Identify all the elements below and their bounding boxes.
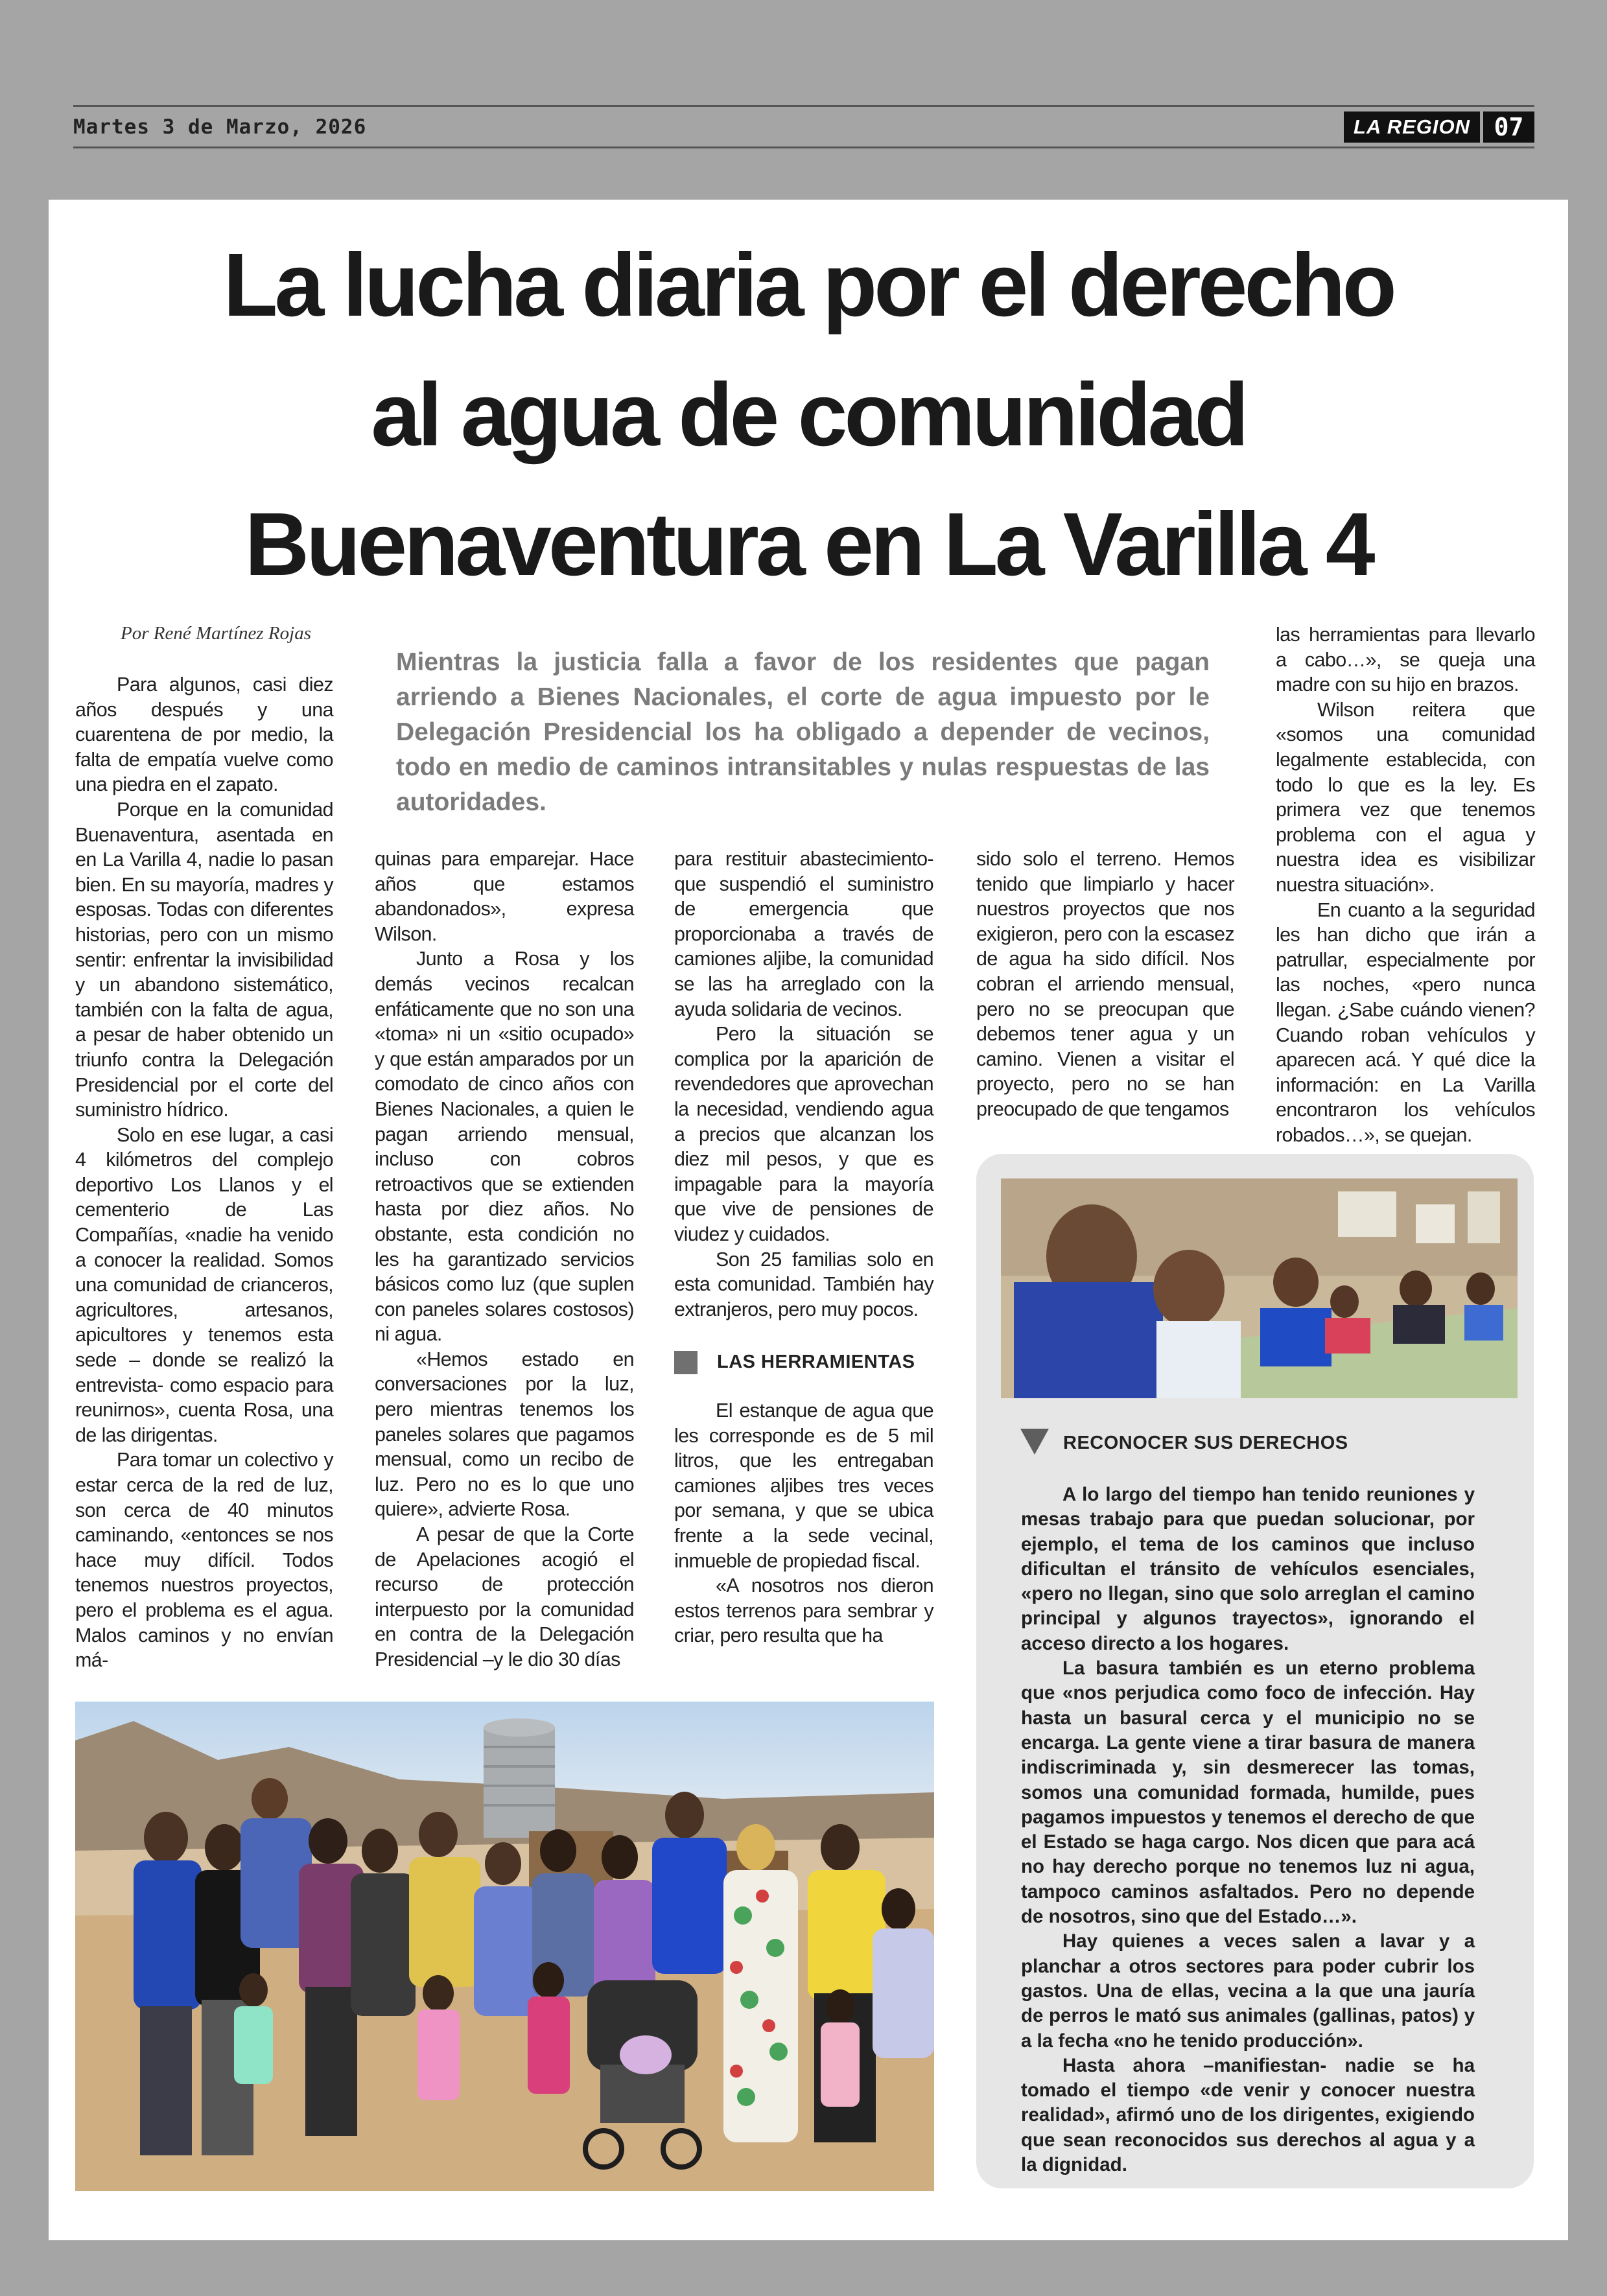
meeting-photo <box>1001 1178 1518 1398</box>
paragraph: Son 25 familias solo en esta comunidad. También hay extranjeros, pero muy pocos. <box>674 1248 933 1320</box>
paragraph: Wilson reitera que «somos una comunidad legalmente establecida, con todo lo que es la ley. Es primera vez que tenemos problema con el agua y nuestra idea es visibilizar nuestra situación». <box>1276 698 1535 896</box>
column-4 <box>976 847 1234 1122</box>
paragraph: Hay quienes a veces salen a lavar y a planchar a otros sectores para poder cubrir los gastos. Una de ellas, vecina a la que una jauría de perros le mató sus animales (gallinas, patos) y a la fecha «no he tenido producción». <box>1021 1930 1475 2052</box>
paragraph: «A nosotros nos dieron estos terrenos para sembrar y criar, pero resulta que ha <box>674 1575 933 1647</box>
group-photo <box>75 1702 934 2191</box>
sidebar-text <box>1021 1482 1475 2177</box>
paragraph: La basura también es un eterno problema que «nos perjudica como foco de infección. Hay hasta un basural cerca y el municipio no se encarga. La gente viene a tirar basura de manera indiscriminada y, sin desmerecer las tomas, somos una comunidad formada, humilde, pues pagamos impuestos y tenemos el derecho de que el Estado se haga cargo. Nos dicen que para acá no hay derecho porque no tenemos luz ni agua, tampoco caminos asfaltados. Pero no depende de nosotros, sino que del Estado…». <box>1021 1658 1475 1928</box>
paragraph: En cuanto a la seguridad les han dicho que irán a patrullar, especialmente por las noches, «pero nunca llegan. ¿Sabe cuándo vienen? Cuando roban vehículos y aparecen acá. Y qué dice la información: en La Varilla encontraron los vehículos robados…», se quejan. <box>1276 898 1535 1146</box>
header-top-rule <box>73 105 1534 107</box>
paragraph: Para tomar un colectivo y estar cerca de la red de luz, son cerca de 40 minutos caminando, «entonces se nos hace muy difícil. Todos tenemos nuestros proyectos, pero el problema es el agua. Malos caminos y no envían má- <box>75 1449 333 1672</box>
subhead-rights: RECONOCER SUS DERECHOS <box>1063 1433 1348 1453</box>
headline-line: Buenaventura en La Varilla 4 <box>244 495 1372 594</box>
paragraph: A lo largo del tiempo han tenido reuniones y mesas trabajo para que puedan solucionar, por ejemplo, el tema de los caminos que incluso dificultan el tránsito de vehículos esenciales, «pero no llegan, sino que solo arreglan el camino principal y algunos trayectos», ignorando el acceso directo a los hogares. <box>1021 1484 1475 1654</box>
paragraph: Pero la situación se complica por la aparición de revendedores que aprovechan la necesidad, vendiendo agua a precios que alcanzan los diez mil pesos, y que es impagable para la mayoría que vive de pensiones de viudez y cuidados. <box>674 1023 933 1245</box>
byline: Por René Martínez Rojas <box>121 623 311 644</box>
headline-line: al agua de comunidad <box>371 365 1246 465</box>
column-1 <box>75 672 333 1673</box>
column-3 <box>674 847 933 1322</box>
column-2 <box>375 847 634 1672</box>
paragraph: quinas para emparejar. Hace años que estamos abandonados», expresa Wilson. <box>375 848 634 945</box>
paragraph: Solo en ese lugar, a casi 4 kilómetros del complejo deportivo Los Llanos y el cementerio de Las Compañías, «nadie ha venido a conocer la realidad. Somos una comunidad de crianceros, agricultores, artesanos, apicultores y tenemos esta sede – donde se realizó la entrevista- como espacio para reunirnos», cuenta Rosa, una de las dirigentas. <box>75 1123 333 1446</box>
paragraph: Hasta ahora –manifiestan- nadie se ha tomado el tiempo «de venir y conocer nuestra realidad», afirmó uno de los dirigentes, exigiendo que sean reconocidos sus derechos al agua y a la dignidad. <box>1021 2054 1475 2176</box>
triangle-marker <box>1020 1429 1049 1455</box>
paragraph: «Hemos estado en conversaciones por la luz, pero mientras tenemos los paneles solares que pagamos mensual, como un recibo de luz. Pero no es lo que uno quiere», advierte Rosa. <box>375 1348 634 1521</box>
column-5 <box>1276 622 1535 1147</box>
header-bottom-rule <box>73 146 1534 148</box>
paragraph: A pesar de que la Corte de Apelaciones acogió el recurso de protección interpuesto por la comunidad en contra de la Delegación Presidencial –y le dio 30 días <box>375 1523 634 1670</box>
paragraph: El estanque de agua que les corresponde es de 5 mil litros, que les entregaban camiones aljibes tres veces por semana, y que se ubica frente a la sede vecinal, inmueble de propiedad fiscal. <box>674 1400 933 1572</box>
lede-paragraph: Mientras la justicia falla a favor de los residentes que pagan arriendo a Bienes Nacionales, el corte de agua impuesto por le Delegación Presidencial los ha obligado a depender de vecinos, todo en medio de caminos intransitables y nulas respuestas de las autoridades. <box>396 648 1210 816</box>
section-marker-square <box>674 1351 698 1374</box>
newspaper-logo: LA REGION <box>1344 111 1480 143</box>
paragraph: para restituir abastecimiento- que suspendió el suministro de emergencia que proporcionaba a través de camiones aljibe, la comunidad se las ha arreglado con la ayuda solidaria de vecinos. <box>674 848 933 1020</box>
issue-date: Martes 3 de Marzo, 2026 <box>73 115 367 139</box>
subhead-tools: LAS HERRAMIENTAS <box>717 1352 915 1372</box>
page-number: 07 <box>1483 111 1534 143</box>
paragraph: Junto a Rosa y los demás vecinos recalcan enfáticamente que no son una «toma» ni un «sitio ocupado» y que están amparados por un comodato de cinco años con Bienes Nacionales, a quien le pagan arriendo mensual, incluso con cobros retroactivos que se extienden hasta por diez años. No obstante, esta condición no les ha garantizado servicios básicos como luz (que suplen con paneles solares costosos) ni agua. <box>375 948 634 1346</box>
paragraph: Para algunos, casi diez años después y una cuarentena de por medio, la falta de empatía vuelve como una piedra en el zapato. <box>75 674 333 796</box>
paragraph: sido solo el terreno. Hemos tenido que limpiarlo y hacer nuestros proyectos que nos exigieron, pero con la escasez de agua ha sido difícil. Nos cobran el arriendo mensual, pero no se preocupan que debemos tener agua y un camino. Vienen a visitar el proyecto, pero no se han preocupado de que tengamos <box>976 848 1234 1120</box>
paragraph: Porque en la comunidad Buenaventura, asentada en en La Varilla 4, nadie lo pasan bien. En su mayoría, madres y esposas. Todas con diferentes historias, pero con un mismo sentir: enfrentar la invisibilidad y un abandono sistemático, también con la falta de agua, a pesar de haber obtenido un triunfo contra la Delegación Presidencial por el corte del suministro hídrico. <box>75 798 333 1121</box>
column-3-continued <box>674 1398 933 1648</box>
paragraph: las herramientas para llevarlo a cabo…», se queja una madre con su hijo en brazos. <box>1276 624 1535 696</box>
headline <box>49 220 1568 609</box>
headline-line: La lucha diaria por el derecho <box>223 235 1394 335</box>
